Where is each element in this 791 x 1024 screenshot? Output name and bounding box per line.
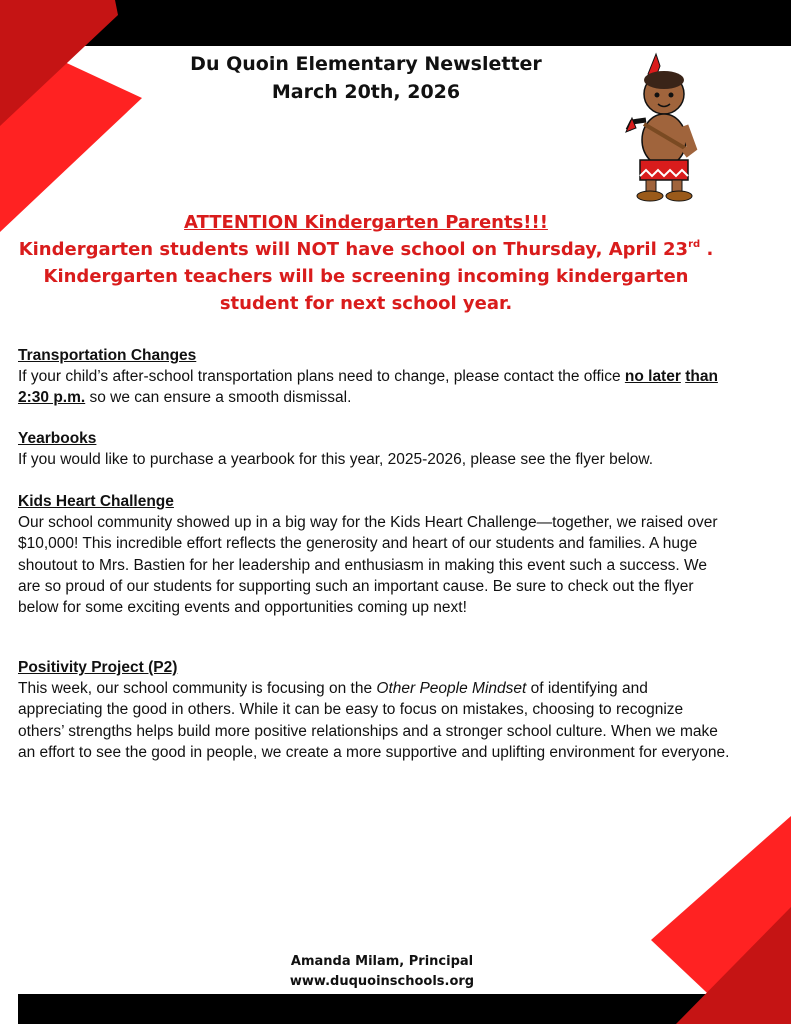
- attention-line-1: Kindergarten students will NOT have school on Thursday, April 23rd .: [18, 239, 714, 260]
- kids-heart-heading: Kids Heart Challenge: [18, 493, 174, 510]
- newsletter-title: Du Quoin Elementary Newsletter: [190, 53, 542, 75]
- bottom-black-bar: [18, 994, 791, 1024]
- bottom-right-red-diamond: [651, 816, 791, 1024]
- attention-line-3: student for next school year.: [219, 293, 513, 314]
- transportation-section: Transportation Changes If your child’s after-school transportation plans need to change, please contact the office no later than 2:30 p.m. so we can ensure a smooth dismissal.: [18, 345, 730, 409]
- principal-name: Amanda Milam, Principal: [290, 954, 474, 969]
- newsletter-date: March 20th, 2026: [271, 81, 461, 103]
- yearbooks-section: [18, 428, 730, 470]
- attention-title: ATTENTION Kindergarten Parents!!!: [184, 212, 548, 233]
- kids-heart-section: [18, 491, 730, 618]
- positivity-section: Positivity Project (P2) This week, our school community is focusing on the Other People Mindset of identifying and appreciating the good in others. While it can be easy to focus on mistakes, choosing to recognize others’ strengths helps build more positive relationships and a stronger school culture. When we make an effort to see the good in people, we create a more supportive and uplifting environment for everyone.: [18, 659, 730, 761]
- school-website: www.duquoinschools.org: [289, 974, 475, 989]
- yearbooks-heading: Yearbooks: [18, 430, 97, 447]
- top-black-bar: [0, 0, 791, 46]
- positivity-heading: Positivity Project (P2): [18, 659, 178, 676]
- yearbooks-text: If you would like to purchase a yearbook for this year, 2025-2026, please see the flyer below.: [18, 451, 654, 469]
- mascot-icon: [618, 52, 710, 204]
- transportation-heading: Transportation Changes: [18, 347, 197, 364]
- kids-heart-text: Our school community showed up in a big way for the Kids Heart Challenge—together, we raised over $10,000! This incredible effort reflects the generosity and heart of our students and families. A huge shoutout to Mrs. Bastien for her leadership and enthusiasm in making this event such a success. We are so proud of our students for supporting such an important cause. Be sure to check out the flyer below for some exciting events and opportunities coming up next!: [18, 514, 718, 617]
- attention-line-2: Kindergarten teachers will be screening incoming kindergarten: [43, 266, 689, 287]
